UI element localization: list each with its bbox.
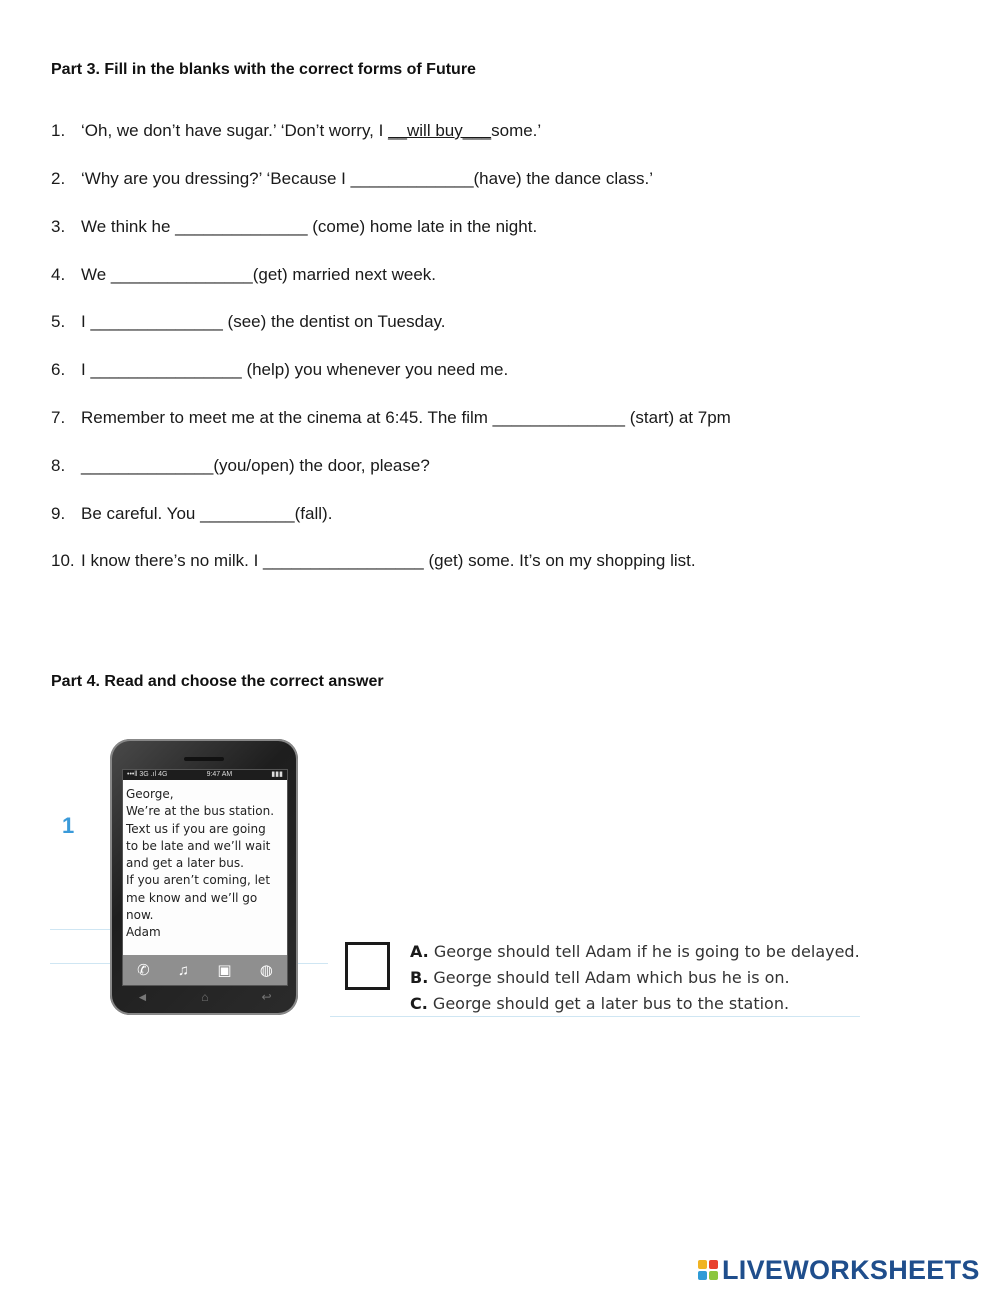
option-text: George should tell Adam if he is going to be delayed. — [433, 942, 860, 961]
message-line: now. — [126, 908, 154, 923]
item-text[interactable]: We think he ______________ (come) home late in the night. — [81, 217, 538, 236]
question-item-10 — [51, 551, 696, 571]
briefcase-icon: ▣ — [217, 962, 232, 979]
phone-call-icon: ✆ — [137, 962, 150, 979]
question-item-9 — [51, 504, 332, 524]
answer-checkbox[interactable] — [345, 942, 390, 990]
guideline — [330, 1016, 860, 1017]
item-text[interactable]: Remember to meet me at the cinema at 6:45. The film ______________ (start) at 7pm — [81, 408, 731, 427]
item-number: 7. — [51, 408, 66, 427]
part3-heading: Part 3. Fill in the blanks with the correct forms of Future — [51, 61, 476, 78]
message-line: George, — [126, 787, 174, 801]
question-item-7 — [51, 408, 731, 428]
guideline — [50, 963, 110, 964]
message-line: me know and we’ll go — [126, 890, 258, 905]
option-c[interactable] — [410, 994, 789, 1013]
option-letter: A. — [410, 942, 429, 961]
item-text[interactable]: ‘Why are you dressing?’ ‘Because I _____________(have) the dance class.’ — [81, 169, 654, 188]
phone-nav-bar — [110, 987, 298, 1007]
globe-icon: ◍ — [259, 962, 273, 979]
option-letter: C. — [410, 994, 428, 1013]
logo-icon — [698, 1260, 718, 1280]
return-icon: ↩ — [261, 990, 272, 1004]
guideline — [50, 929, 110, 930]
item-text-before: ‘Oh, we don’t have sugar.’ ‘Don’t worry, I — [81, 121, 389, 140]
option-a[interactable] — [410, 942, 860, 961]
question-item-8 — [51, 456, 430, 476]
back-icon: ◄ — [136, 990, 149, 1004]
status-time: 9:47 AM — [206, 771, 233, 778]
message-line: If you aren’t coming, let — [126, 873, 271, 888]
message-line: Text us if you are going — [126, 821, 266, 836]
answer-blank-1[interactable]: __will buy___ — [388, 121, 492, 140]
phone-status-bar — [123, 770, 287, 780]
option-text: George should get a later bus to the station. — [432, 994, 790, 1013]
option-b[interactable] — [410, 968, 790, 987]
question-item-5 — [51, 312, 446, 332]
text-message — [123, 780, 287, 942]
item-number: 4. — [51, 265, 66, 284]
item-number: 10. — [51, 551, 75, 570]
message-line: Adam — [126, 925, 161, 940]
question-item-6 — [51, 360, 508, 380]
music-note-icon: ♫ — [177, 961, 190, 979]
item-number: 3. — [51, 217, 66, 236]
part4-heading: Part 4. Read and choose the correct answer — [51, 673, 384, 690]
option-text: George should tell Adam which bus he is on. — [433, 968, 790, 987]
item-number: 5. — [51, 312, 66, 331]
battery-icon: ▮▮▮ — [271, 771, 283, 778]
liveworksheets-logo — [698, 1254, 980, 1286]
phone-dock — [123, 955, 287, 985]
home-icon: ⌂ — [201, 990, 209, 1004]
item-text-after: some.’ — [491, 121, 542, 140]
phone-speaker — [184, 757, 224, 761]
item-number: 9. — [51, 504, 66, 523]
item-number: 2. — [51, 169, 66, 188]
message-line: to be late and we’ll wait — [126, 838, 271, 853]
item-text[interactable]: Be careful. You __________(fall). — [81, 504, 333, 523]
question-item-1 — [51, 121, 541, 141]
message-line: We’re at the bus station. — [126, 804, 275, 819]
item-text[interactable]: I ______________ (see) the dentist on Tuesday. — [81, 312, 446, 331]
item-text[interactable]: I ________________ (help) you whenever you need me. — [81, 360, 509, 379]
item-text[interactable]: We _______________(get) married next week. — [81, 265, 437, 284]
message-line: and get a later bus. — [126, 856, 244, 871]
guideline — [298, 963, 328, 964]
signal-status: •••ll 3G .ıl 4G — [127, 771, 168, 778]
item-number: 8. — [51, 456, 66, 475]
question-item-2 — [51, 169, 653, 189]
option-letter: B. — [410, 968, 429, 987]
question-item-3 — [51, 217, 537, 237]
item-text[interactable]: I know there’s no milk. I _________________ (get) some. It’s on my shopping list. — [81, 551, 696, 570]
item-number: 6. — [51, 360, 66, 379]
question-number: 1 — [62, 813, 75, 838]
phone-image — [110, 739, 298, 1015]
question-item-4 — [51, 265, 436, 285]
item-number: 1. — [51, 121, 66, 140]
phone-screen — [122, 769, 288, 986]
logo-text: LIVEWORKSHEETS — [722, 1254, 980, 1285]
item-text[interactable]: ______________(you/open) the door, please? — [81, 456, 430, 475]
